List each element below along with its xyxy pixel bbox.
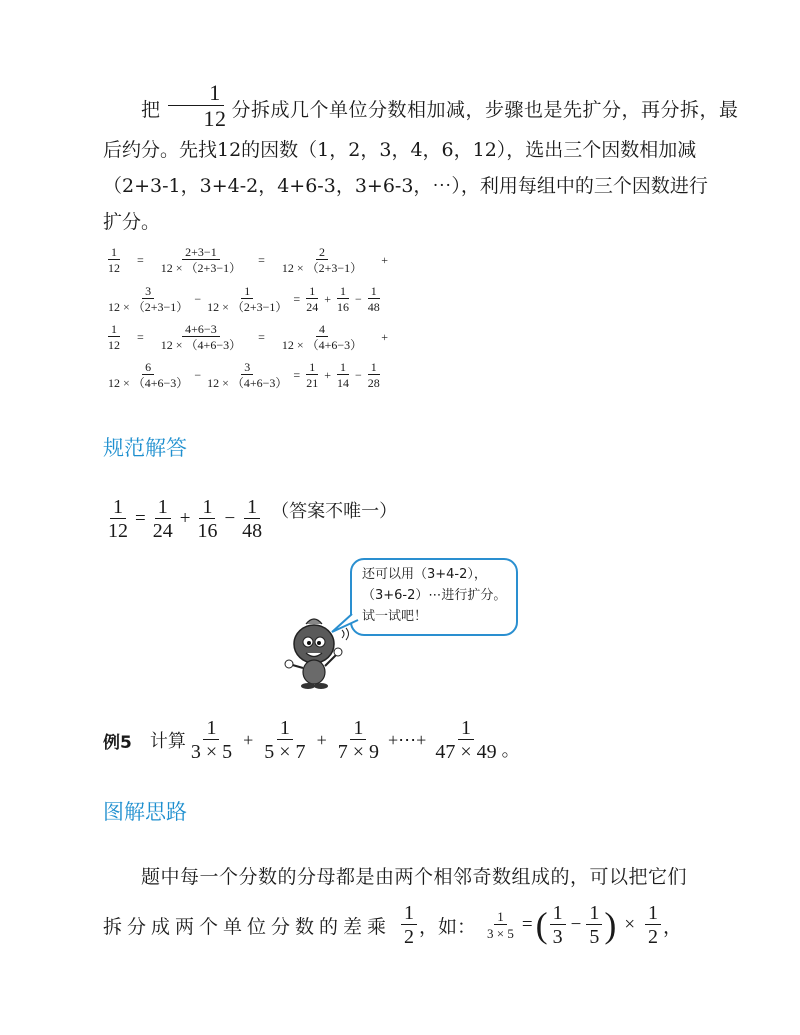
fraction: $\frac{1}{12}$ — [108, 245, 120, 275]
fraction: $\frac{1}{5 \times 7}$ — [264, 717, 306, 763]
fraction: $\frac{1}{47 \times 49}$ — [435, 717, 497, 763]
bubble-line-1: 还可以用（3+4-2）， — [362, 567, 487, 582]
intro-line-1: 把 $\frac{1}{12}$ 分拆成几个单位分数相加减，步骤也是先扩分，再分拆，最 — [141, 80, 739, 131]
fraction-1-12: $\frac{1}{12}$ — [163, 82, 230, 130]
fraction: $\frac{6}{12 \times (4+6-3)}$ — [108, 360, 189, 390]
bubble-line-3: 试一试吧！ — [362, 609, 428, 624]
section-heading-idea: 图解思路 — [103, 800, 187, 824]
example-5: 例5 计算 $\frac{1}{3 \times 5}$ + $\frac{1}{5 \times 7}$ + $\frac{1}{7 \times 9}$ +⋯+ $\frac{1}{47 \times 49}$ 。 — [103, 717, 520, 763]
fraction: $\frac{1}{48}$ — [367, 284, 380, 314]
example-label: 例5 — [103, 732, 132, 753]
fraction: $\frac{1}{3 \times 5}$ — [190, 717, 233, 763]
explain-paragraph — [103, 861, 701, 893]
fraction: $\frac{1}{12 \times (2+3-1)}$ — [207, 284, 288, 314]
fraction: $\frac{4+6-3}{12 \times (4+6-3)}$ — [160, 322, 242, 352]
fraction: $\frac{1}{7 \times 9}$ — [337, 717, 379, 763]
derivation-line-2a: $\frac{1}{12}$ = $\frac{4+6-3}{12 \times (4+6-3)}$ = $\frac{4}{12 \times (4+6-3)}$ + — [103, 323, 394, 351]
answer-equation: $\frac{1}{12}$ = $\frac{1}{24}$ + $\frac{1}{16}$ − $\frac{1}{48}$ （答案不唯一） — [103, 497, 397, 541]
fraction: $\frac{1}{16}$ — [336, 284, 349, 314]
fraction: $\frac{1}{28}$ — [367, 360, 380, 390]
intro-line-2: 后约分。先找12的因数（1，2，3，4，6，12），选出三个因数相加减 — [103, 139, 697, 161]
answer-note: （答案不唯一） — [271, 501, 398, 522]
intro-paragraph — [103, 80, 739, 238]
fraction: $\frac{1}{2}$ — [645, 903, 661, 947]
fraction: $\frac{1}{16}$ — [197, 496, 218, 542]
fraction: $\frac{3}{12 \times (2+3-1)}$ — [108, 284, 189, 314]
fraction: $\frac{1}{12}$ — [108, 496, 128, 542]
intro-line-4: 扩分。 — [103, 211, 161, 233]
fraction: $\frac{1}{3}$ — [550, 903, 566, 947]
fraction-half: $\frac{1}{2}$ — [401, 903, 417, 947]
section-heading-solution: 规范解答 — [103, 436, 187, 460]
fraction: $\frac{1}{48}$ — [242, 496, 263, 542]
fraction: $\frac{1}{5}$ — [586, 903, 602, 947]
fraction: $\frac{2+3-1}{12 \times (2+3-1)}$ — [160, 245, 242, 275]
explain-line-1: 题中每一个分数的分母都是由两个相邻奇数组成的，可以把它们 — [141, 866, 688, 888]
fraction: $\frac{1}{3 \times 5}$ — [487, 909, 514, 941]
example-prefix: 计算 — [149, 731, 186, 752]
derivation-line-1b: $\frac{3}{12 \times (2+3-1)}$ − $\frac{1}{12 \times (2+3-1)}$ = $\frac{1}{24}$ + $\frac{1}{16}$ − $\frac{1}{48}$ — [103, 285, 385, 313]
explain-line-2: 拆分成两个单位分数的差乘 $\frac{1}{2}$ ，如： $\frac{1}{3 \times 5}$ = ( $\frac{1}{3}$ − $\frac{1}{5}$ ) × $\frac{1}{2}$ ， — [103, 902, 683, 948]
derivation-line-2b: $\frac{6}{12 \times (4+6-3)}$ − $\frac{3}{12 \times (4+6-3)}$ = $\frac{1}{21}$ + $\frac{1}{14}$ − $\frac{1}{28}$ — [103, 361, 385, 389]
fraction: $\frac{1}{21}$ — [306, 360, 319, 390]
fraction: $\frac{1}{24}$ — [306, 284, 319, 314]
fraction: $\frac{3}{12 \times (4+6-3)}$ — [207, 360, 288, 390]
fraction: $\frac{2}{12 \times (2+3-1)}$ — [281, 245, 363, 275]
fraction: $\frac{4}{12 \times (4+6-3)}$ — [281, 322, 363, 352]
fraction: $\frac{1}{24}$ — [152, 496, 173, 542]
fraction: $\frac{1}{12}$ — [108, 322, 120, 352]
mascot-illustration — [284, 610, 354, 690]
speech-bubble — [350, 558, 518, 636]
bubble-line-2: （3+6-2）⋯进行扩分。 — [362, 588, 507, 603]
intro-line-3: （2+3-1，3+4-2，4+6-3，3+6-3，⋯），利用每组中的三个因数进行 — [103, 175, 708, 197]
fraction: $\frac{1}{14}$ — [336, 360, 349, 390]
derivation-line-1a: $\frac{1}{12}$ = $\frac{2+3-1}{12 \times (2+3-1)}$ = $\frac{2}{12 \times (2+3-1)}$ + — [103, 246, 394, 274]
